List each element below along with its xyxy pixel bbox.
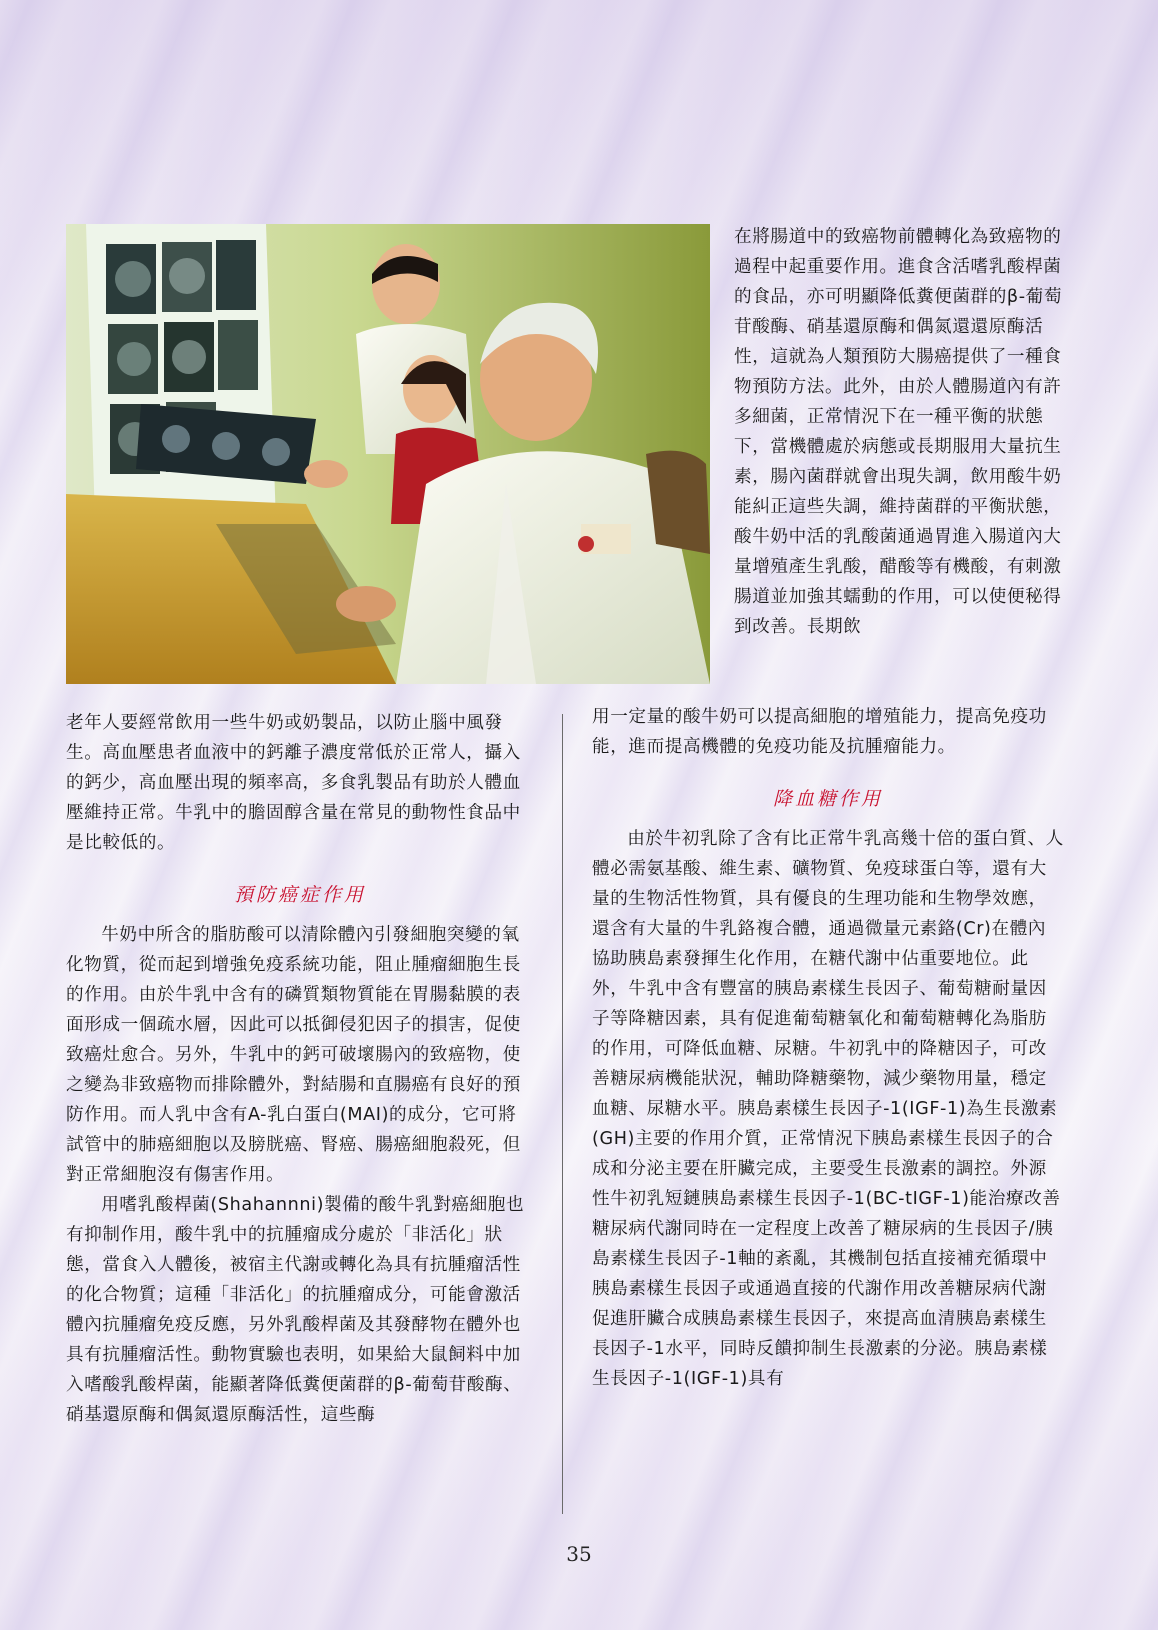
- left-column: [66, 708, 534, 1430]
- right-column-top-text: 在將腸道中的致癌物前體轉化為致癌物的過程中起重要作用。進食含活嗜乳酸桿菌的食品，亦可明顯降低糞便菌群的β-葡萄苷酸酶、硝基還原酶和偶氮還還原酶活性，這就為人類預防大腸癌提供了一種食物預防方法。此外，由於人體腸道內有許多細菌，正常情況下在一種平衡的狀態下，當機體處於病態或長期服用大量抗生素，腸內菌群就會出現失調，飲用酸牛奶能糾正這些失調，維持菌群的平衡狀態，酸牛奶中活的乳酸菌通過胃進入腸道內大量增殖產生乳酸，醋酸等有機酸，有刺激腸道並加強其蠕動的作用，可以使便秘得到改善。長期飲: [734, 227, 1063, 637]
- doctors-photo: [66, 224, 710, 684]
- right-column-top: [734, 222, 1064, 642]
- left-column-intro: 老年人要經常飲用一些牛奶或奶製品，以防止腦中風發生。高血壓患者血液中的鈣離子濃度常低於正常人，攝入的鈣少，高血壓出現的頻率高，多食乳製品有助於人體血壓維持正常。牛乳中的膽固醇含量在常見的動物性食品中是比較低的。: [66, 713, 521, 853]
- page-number: 35: [566, 1542, 592, 1566]
- section-heading-blood-sugar: 降血糖作用: [772, 788, 883, 810]
- cancer-paragraph-1: 牛奶中所含的脂肪酸可以清除體內引發細胞突變的氧化物質，從而起到增強免疫系統功能，阻止腫瘤細胞生長的作用。由於牛乳中含有的磷質類物質能在胃腸黏膜的表面形成一個疏水層，因此可以抵御侵犯因子的損害，促使致癌灶愈合。另外，牛乳中的鈣可破壞腸內的致癌物，使之變為非致癌物而排除體外，對結腸和直腸癌有良好的預防作用。而人乳中含有A-乳白蛋白(MAI)的成分，它可將試管中的肺癌細胞以及膀胱癌、腎癌、腸癌細胞殺死，但對正常細胞沒有傷害作用。: [66, 925, 521, 1185]
- right-column-bottom: [592, 702, 1064, 1394]
- section-heading-cancer: 預防癌症作用: [233, 884, 366, 906]
- doctors-reviewing-scans-photo: [66, 224, 710, 684]
- blood-sugar-paragraph: 由於牛初乳除了含有比正常牛乳高幾十倍的蛋白質、人體必需氨基酸、維生素、礦物質、免疫球蛋白等，還有大量的生物活性物質，具有優良的生理功能和生物學效應，還含有大量的牛乳鉻複合體，通過微量元素鉻(Cr)在體內協助胰島素發揮生化作用，在糖代謝中佔重要地位。此外，牛乳中含有豐富的胰島素樣生長因子、葡萄糖耐量因子等降糖因素，具有促進葡萄糖氧化和葡萄糖轉化為脂肪的作用，可降低血糖、尿糖。牛初乳中的降糖因子，可改善糖尿病機能狀況，輔助降糖藥物，減少藥物用量，穩定血糖、尿糖水平。胰島素樣生長因子-1(IGF-1)為生長激素(GH)主要的作用介質，正常情況下胰島素樣生長因子的合成和分泌主要在肝臟完成，主要受生長激素的調控。外源性牛初乳短鏈胰島素樣生長因子-1(BC-tIGF-1)能治療改善糖尿病代謝同時在一定程度上改善了糖尿病的生長因子/胰島素樣生長因子-1軸的紊亂，其機制包括直接補充循環中胰島素樣生長因子或通過直接的代謝作用改善糖尿病代謝促進肝臟合成胰島素樣生長因子，來提高血清胰島素樣生長因子-1水平，同時反饋抑制生長激素的分泌。胰島素樣生長因子-1(IGF-1)具有: [592, 829, 1064, 1389]
- cancer-paragraph-2: 用嗜乳酸桿菌(Shahannni)製備的酸牛乳對癌細胞也有抑制作用，酸牛乳中的抗腫瘤成分處於「非活化」狀態，當食入人體後，被宿主代謝或轉化為具有抗腫瘤活性的化合物質；這種「非活化」的抗腫瘤成分，可能會激活體內抗腫瘤免疫反應，另外乳酸桿菌及其發酵物在體外也具有抗腫瘤活性。動物實驗也表明，如果給大鼠飼料中加入嗜酸乳酸桿菌，能顯著降低糞便菌群的β-葡萄苷酸酶、硝基還原酶和偶氮還原酶活性，這些酶: [66, 1195, 525, 1425]
- right-column-bottom-intro: 用一定量的酸牛奶可以提高細胞的增殖能力，提高免疫功能，進而提高機體的免疫功能及抗腫瘤能力。: [592, 707, 1047, 757]
- column-divider: [562, 714, 563, 1514]
